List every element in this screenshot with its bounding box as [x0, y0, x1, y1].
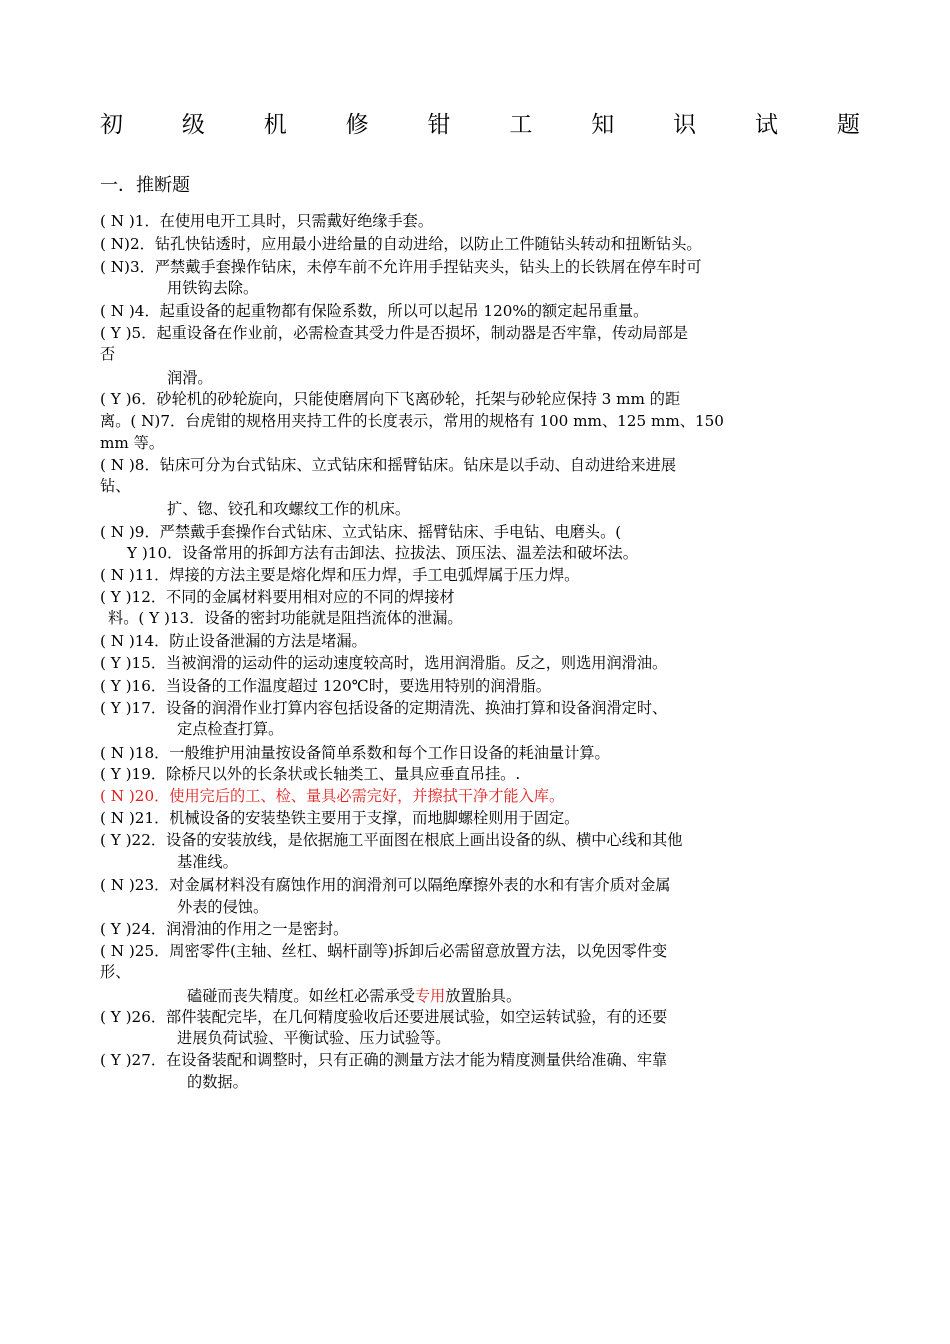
- question-line: ( N )18．一般维护用油量按设备简单系数和每个工作日设备的耗油量计算。: [100, 744, 610, 762]
- question-line: ( Y )24．润滑油的作用之一是密封。: [100, 920, 349, 938]
- question-line-continuation: 钻、: [100, 477, 131, 495]
- question-line: ( Y )16．当设备的工作温度超过 120℃时，要选用特别的润滑脂。: [100, 677, 551, 695]
- question-line-continuation: 润滑。: [167, 369, 213, 387]
- title-char: 知: [591, 112, 615, 138]
- title-char: 初: [100, 112, 123, 138]
- question-line: ( N )1．在使用电开工具时，只需戴好绝缘手套。: [100, 212, 434, 230]
- question-line: ( Y )22．设备的安装放线，是依据施工平面图在根底上画出设备的纵、横中心线和其他: [100, 831, 683, 849]
- question-line: ( Y )6．砂轮机的砂轮旋向，只能使磨屑向下飞离砂轮，托架与砂轮应保持 3 mm 的距: [100, 390, 681, 408]
- section-heading: 一．推断题: [100, 175, 190, 196]
- question-line: ( N )8．钻床可分为台式钻床、立式钻床和摇臂钻床。钻床是以手动、自动进给来进展: [100, 456, 677, 474]
- question-line-continuation: mm 等。: [100, 434, 165, 452]
- question-line: ( N )4．起重设备的起重物都有保险系数，所以可以起吊 120%的额定起吊重量。: [100, 302, 649, 320]
- question-line: Y )10．设备常用的拆卸方法有击卸法、拉拔法、顶压法、温差法和破坏法。: [127, 544, 638, 562]
- text-segment: 放置胎具。: [445, 987, 522, 1005]
- question-line: ( Y )15．当被润滑的运动件的运动速度较高时，选用润滑脂。反之，则选用润滑油。: [100, 654, 668, 672]
- question-line-continuation: [187, 986, 521, 1007]
- question-line: ( Y )26．部件装配完毕，在几何精度验收后还要进展试验，如空运转试验，有的还要: [100, 1008, 668, 1026]
- question-line-continuation: 基准线。: [177, 853, 238, 871]
- question-line-continuation: 进展负荷试验、平衡试验、压力试验等。: [177, 1029, 451, 1047]
- question-line: ( N )25．周密零件(主轴、丝杠、蜗杆副等)拆卸后必需留意放置方法，以免因零件变: [100, 942, 668, 960]
- question-line: ( N)2．钻孔快钻透时，应用最小进给量的自动进给，以防止工件随钻头转动和扭断钻头。: [100, 235, 702, 253]
- question-line-continuation: 形、: [100, 963, 131, 981]
- question-line: ( N )14．防止设备泄漏的方法是堵漏。: [100, 632, 367, 650]
- question-line: ( N )9．严禁戴手套操作台式钻床、立式钻床、摇臂钻床、手电钻、电磨头。(: [100, 523, 622, 541]
- question-line: ( Y )17．设备的润滑作业打算内容包括设备的定期清洗、换油打算和设备润滑定时、: [100, 699, 668, 717]
- question-line: ( Y )19．除桥尺以外的长条状或长轴类工、量具应垂直吊挂。.: [100, 765, 521, 783]
- question-line: ( N)3．严禁戴手套操作钻床，未停车前不允许用手捏钻夹头，钻头上的长铁屑在停车时可: [100, 258, 702, 276]
- title-char: 工: [509, 112, 533, 138]
- title-char: 机: [263, 112, 287, 138]
- title-char: 识: [673, 112, 697, 138]
- title-char: 题: [836, 112, 860, 138]
- question-line-continuation: 否: [100, 345, 116, 363]
- question-line: ( N )23．对金属材料没有腐蚀作用的润滑剂可以隔绝摩擦外表的水和有害介质对金属: [100, 876, 671, 894]
- question-line-continuation: 扩、锪、铰孔和攻螺纹工作的机床。: [167, 500, 410, 518]
- question-line: ( Y )27．在设备装配和调整时，只有正确的测量方法才能为精度测量供给准确、牢靠: [100, 1051, 668, 1069]
- question-line: ( N )11．焊接的方法主要是熔化焊和压力焊，手工电弧焊属于压力焊。: [100, 566, 580, 584]
- title-char: 级: [181, 112, 205, 138]
- highlighted-term: 专用: [414, 987, 446, 1005]
- question-line: 料。( Y )13．设备的密封功能就是阻挡流体的泄漏。: [108, 609, 463, 627]
- question-line-continuation: 的数据。: [187, 1073, 248, 1091]
- question-line-continuation: 用铁钩去除。: [167, 279, 259, 297]
- title-char: 试: [755, 112, 778, 138]
- question-line: 离。( N)7．台虎钳的规格用夹持工件的长度表示，常用的规格有 100 mm、125 mm、150: [100, 412, 724, 430]
- title-char: 钳: [427, 112, 451, 138]
- question-line: ( Y )12．不同的金属材料要用相对应的不同的焊接材: [100, 588, 455, 606]
- title-char: 修: [345, 112, 369, 138]
- page-title: [100, 110, 860, 140]
- question-line-continuation: 定点检查打算。: [177, 720, 284, 738]
- question-line-continuation: 外表的侵蚀。: [177, 898, 269, 916]
- question-line-highlighted: ( N )20．使用完后的工、检、量具必需完好，并擦拭干净才能入库。: [100, 787, 565, 805]
- question-line: ( N )21．机械设备的安装垫铁主要用于支撑，而地脚螺栓则用于固定。: [100, 809, 580, 827]
- question-line: ( Y )5．起重设备在作业前，必需检查其受力件是否损坏，制动器是否牢靠，传动局部是: [100, 324, 688, 342]
- text-segment: 磕碰而丧失精度。如丝杠必需承受: [187, 987, 415, 1005]
